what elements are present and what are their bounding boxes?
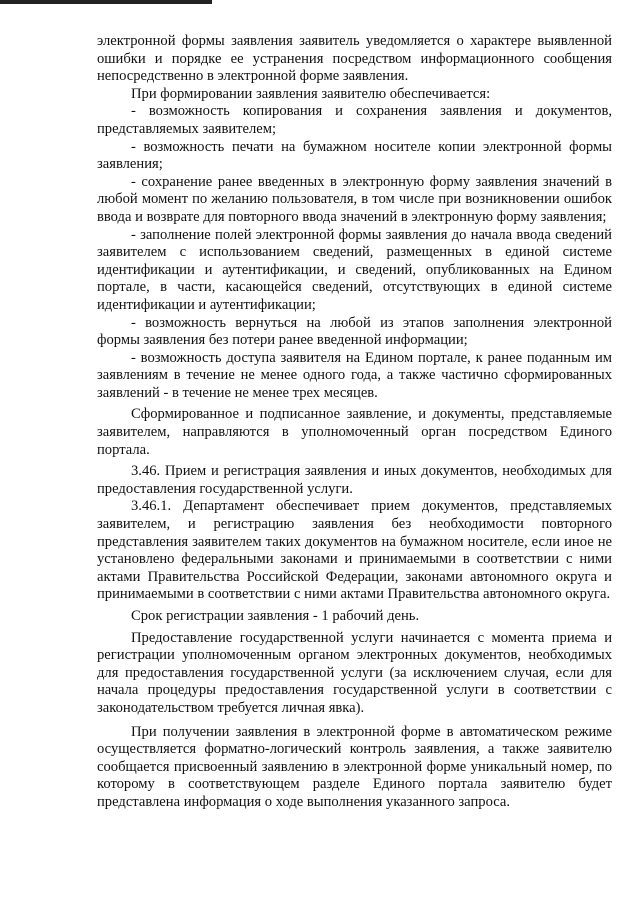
paragraph-error-notice: электронной формы заявления заявитель уведомляется о характере выявленной ошибки и порядке ее устранения посредством информационного сообщения непосредственно в электронной форме заявления. [97, 33, 612, 85]
paragraph-3-46-1: 3.46.1. Департамент обеспечивает прием документов, представляемых заявителем, и регистрацию заявления без необходимости повторного представления заявителем таких документов на бумажном носителе, если иное не установлено федеральными законами и принимаемыми в соответствии с ними актами Правительства Российской Федерации, законами автономного округа и принимаемыми в соответствии с ними актами Правительства автономного округа. [97, 498, 612, 603]
paragraph-service-start: Предоставление государственной услуги начинается с момента приема и регистрации уполномоченным органом электронных документов, необходимых для предоставления государственной услуги (за исключением случая, если для начала процедуры предоставления государственной услуги в соответствии с законодательством требуется личная явка). [97, 629, 612, 716]
list-item-return-step: - возможность вернуться на любой из этапов заполнения электронной формы заявления без потери ранее введенной информации; [97, 314, 612, 349]
paragraph-provisions-intro: При формировании заявления заявителю обеспечивается: [131, 85, 491, 102]
list-item-access-history: - возможность доступа заявителя на Едином портале, к ранее поданным им заявлениям в течение не менее одного года, а также частично сформированных заявлений - в течение не менее трех месяцев. [97, 349, 612, 401]
paragraph-format-control: При получении заявления в электронной форме в автоматическом режиме осуществляется форматно-логический контроль заявления, а также заявителю сообщается присвоенный заявлению в электронной форме уникальный номер, по которому в соответствующем разделе Единого портала заявителю будет представлена информация о ходе выполнения указанного запроса. [97, 723, 612, 810]
paragraph-registration-term: Срок регистрации заявления - 1 рабочий день. [131, 608, 420, 624]
list-item-autofill: - заполнение полей электронной формы заявления до начала ввода сведений заявителем с использованием сведений, размещенных в единой системе идентификации и аутентификации, и сведений, опубликованных на Едином портале, в части, касающейся сведений, отсутствующих в единой системе идентификации и аутентификации; [97, 226, 612, 313]
section-heading-3-46: 3.46. Прием и регистрация заявления и иных документов, необходимых для предоставления государственной услуги. [97, 463, 612, 497]
list-item-save-values: - сохранение ранее введенных в электронную форму заявления значений в любой момент по желанию пользователя, в том числе при возникновении ошибок ввода и возврате для повторного ввода значений в электронную форму заявления; [97, 173, 612, 225]
paragraph-submission: Сформированное и подписанное заявление, и документы, представляемые заявителем, направляются в уполномоченный орган посредством Единого портала. [97, 406, 612, 458]
list-item-print: - возможность печати на бумажном носителе копии электронной формы заявления; [97, 138, 612, 173]
list-item-copy-save: - возможность копирования и сохранения заявления и документов, представляемых заявителем; [97, 103, 612, 137]
document-page [97, 33, 612, 812]
scan-edge-mark [0, 0, 212, 4]
